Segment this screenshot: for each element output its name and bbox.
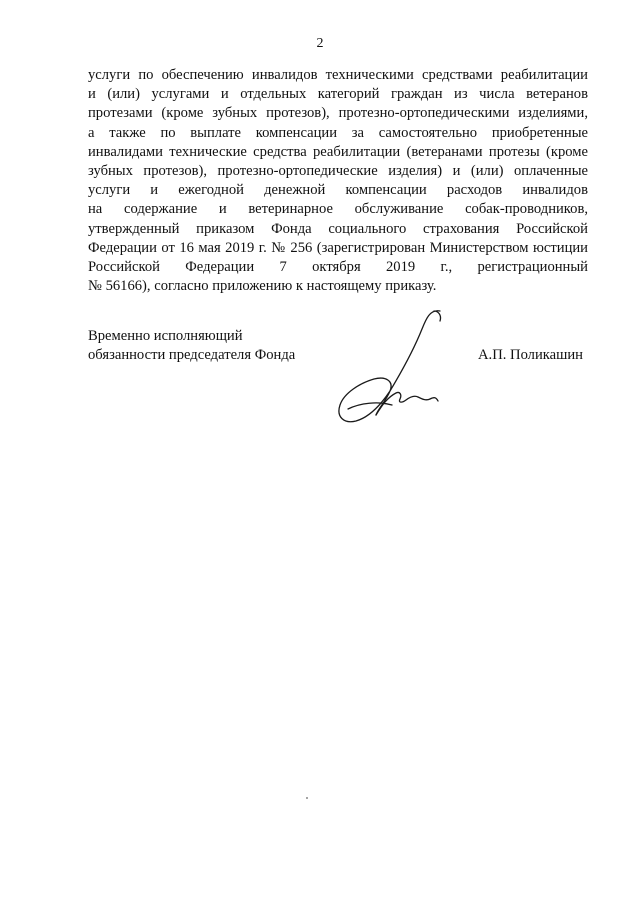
body-line: Федерации от 16 мая 2019 г. № 256 (зарегистрирован Министерством юстиции [88,239,588,256]
body-line: а также по выплате компенсации за самостоятельно приобретенные [88,124,588,141]
handwritten-signature [330,305,450,430]
signer-title [88,327,295,365]
body-line: зубных протезов), протезно-ортопедические изделия) и (или) оплаченные [88,163,588,180]
body-line: на содержание и ветеринарное обслуживание собак-проводников, [88,201,588,218]
body-line: услуги и ежегодной денежной компенсации расходов инвалидов [88,182,588,199]
body-line: инвалидами технические средства реабилитации (ветеранами протезы (кроме [88,143,588,160]
signer-title-line-2: обязанности председателя Фонда [88,347,296,364]
body-paragraph [88,66,588,296]
body-line: утвержденный приказом Фонда социального страхования Российской [88,220,588,237]
page-number: 2 [316,36,324,51]
body-line: № 56166), согласно приложению к настоящему приказу. [88,278,437,295]
body-line: Российской Федерации 7 октября 2019 г., регистрационный [88,259,588,276]
scan-speck [306,797,308,799]
body-line: и (или) услугами и отдельных категорий граждан из числа ветеранов [88,86,588,103]
signer-name: А.П. Поликашин [478,347,583,363]
signer-title-line-1: Временно исполняющий [88,328,243,344]
body-line: услуги по обеспечению инвалидов техническими средствами реабилитации [88,67,588,83]
body-line: протезами (кроме зубных протезов), протезно-ортопедическими изделиями, [88,105,588,122]
